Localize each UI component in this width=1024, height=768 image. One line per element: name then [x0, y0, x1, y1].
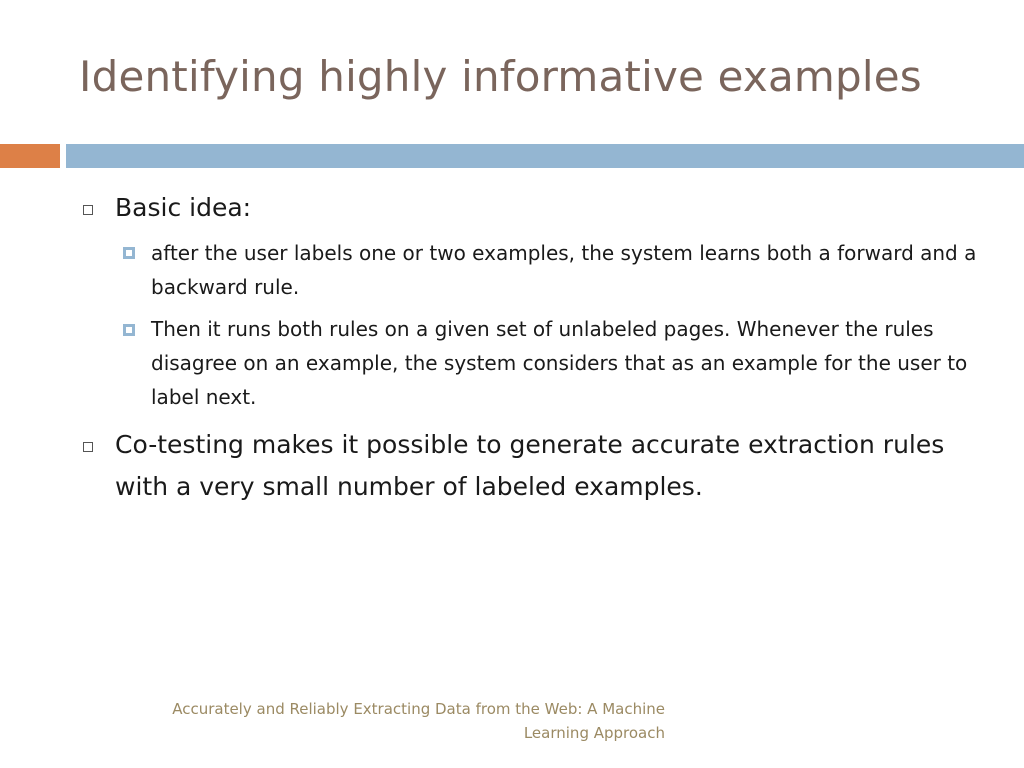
slide-footer: Accurately and Reliably Extracting Data from the Web: A Machine Learning Approach [172, 700, 665, 742]
hollow-square-bullet-icon [83, 442, 93, 452]
square-bullet-icon [123, 247, 135, 259]
title-divider-bar [66, 144, 1024, 168]
accent-bar [0, 144, 60, 168]
bullet-basic-idea: Basic idea: [115, 193, 252, 222]
hollow-square-bullet-icon [83, 205, 93, 215]
bullet-co-testing: Co-testing makes it possible to generate accurate extraction rules with a very small number of labeled examples. [115, 430, 945, 501]
sub-bullet-forward-backward: after the user labels one or two examples, the system learns both a forward and a backward rule. [151, 241, 977, 299]
slide-title: Identifying highly informative examples [79, 52, 922, 101]
sub-bullet-run-rules: Then it runs both rules on a given set of unlabeled pages. Whenever the rules disagree on an example, the system considers that as an example for the user to label next. [151, 317, 968, 409]
square-bullet-icon [123, 324, 135, 336]
